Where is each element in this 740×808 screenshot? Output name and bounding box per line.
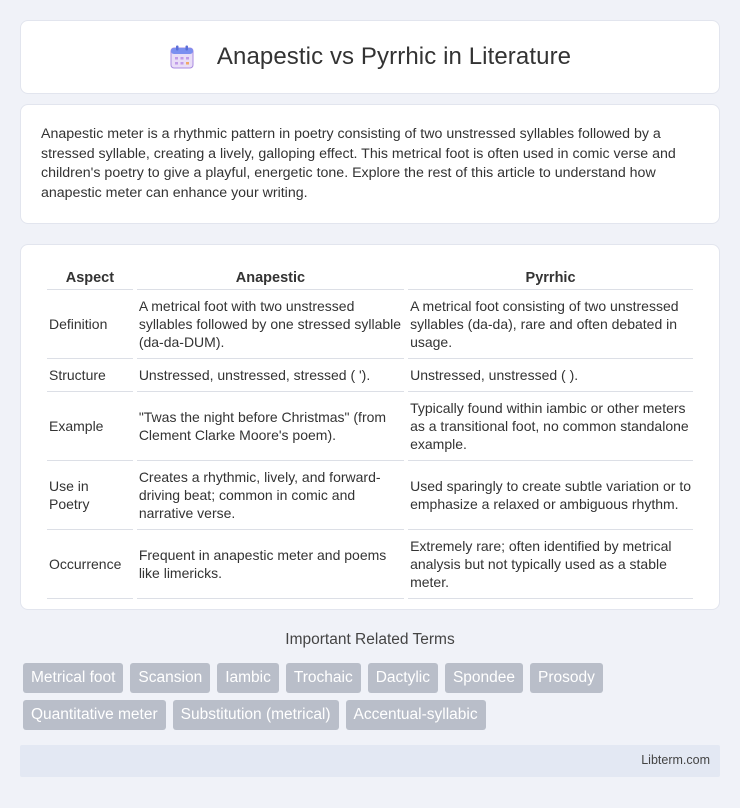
cell-pyrrhic: A metrical foot consisting of two unstressed syllables (da-da), rare and often debated in usage.	[408, 290, 693, 359]
comparison-table	[43, 263, 697, 599]
header-card	[20, 20, 720, 94]
table-row	[47, 359, 693, 392]
tag-spondee[interactable]: Spondee	[445, 663, 523, 693]
cell-anapestic: Unstressed, unstressed, stressed ( ').	[137, 359, 404, 392]
cell-anapestic: "Twas the night before Christmas" (from Clement Clarke Moore's poem).	[137, 392, 404, 461]
related-terms-list	[23, 663, 723, 730]
cell-aspect: Example	[47, 392, 133, 461]
header-pyrrhic: Pyrrhic	[408, 263, 693, 290]
comparison-card	[20, 244, 720, 610]
cell-aspect: Definition	[47, 290, 133, 359]
tag-quantitative-meter[interactable]: Quantitative meter	[23, 700, 166, 730]
cell-pyrrhic: Used sparingly to create subtle variation or to emphasize a relaxed or ambiguous rhythm.	[408, 461, 693, 530]
cell-aspect: Use in Poetry	[47, 461, 133, 530]
calendar-icon	[169, 44, 195, 70]
cell-aspect: Structure	[47, 359, 133, 392]
tag-metrical-foot[interactable]: Metrical foot	[23, 663, 123, 693]
intro-card	[20, 104, 720, 224]
table-row	[47, 530, 693, 599]
header-anapestic: Anapestic	[137, 263, 404, 290]
cell-anapestic: Frequent in anapestic meter and poems like limericks.	[137, 530, 404, 599]
table-row	[47, 461, 693, 530]
footer-site-link[interactable]: Libterm.com	[641, 753, 710, 767]
header-aspect: Aspect	[47, 263, 133, 290]
tag-trochaic[interactable]: Trochaic	[286, 663, 361, 693]
tag-substitution-metrical[interactable]: Substitution (metrical)	[173, 700, 339, 730]
intro-text: Anapestic meter is a rhythmic pattern in poetry consisting of two unstressed syllables followed by a stressed syllable, creating a lively, galloping effect. This metrical foot is often used in comic verse and children's poetry to give a playful, energetic tone. Explore the rest of this article to understand how anapestic meter can enhance your writing.	[41, 126, 676, 201]
tag-dactylic[interactable]: Dactylic	[368, 663, 438, 693]
page-title: Anapestic vs Pyrrhic in Literature	[216, 43, 572, 70]
cell-pyrrhic: Typically found within iambic or other meters as a transitional foot, no common standalone example.	[408, 392, 693, 461]
tag-prosody[interactable]: Prosody	[530, 663, 603, 693]
cell-pyrrhic: Extremely rare; often identified by metrical analysis but not typically used as a stable meter.	[408, 530, 693, 599]
table-row	[47, 290, 693, 359]
cell-aspect: Occurrence	[47, 530, 133, 599]
table-header-row	[47, 263, 693, 290]
tag-scansion[interactable]: Scansion	[130, 663, 210, 693]
tag-accentual-syllabic[interactable]: Accentual-syllabic	[346, 700, 486, 730]
header	[169, 43, 571, 71]
cell-anapestic: Creates a rhythmic, lively, and forward-driving beat; common in comic and narrative verse.	[137, 461, 404, 530]
cell-anapestic: A metrical foot with two unstressed syllables followed by one stressed syllable (da-da-DUM).	[137, 290, 404, 359]
cell-pyrrhic: Unstressed, unstressed ( ).	[408, 359, 693, 392]
tag-iambic[interactable]: Iambic	[217, 663, 279, 693]
footer	[20, 745, 720, 777]
table-row	[47, 392, 693, 461]
related-terms-title: Important Related Terms	[285, 631, 455, 648]
